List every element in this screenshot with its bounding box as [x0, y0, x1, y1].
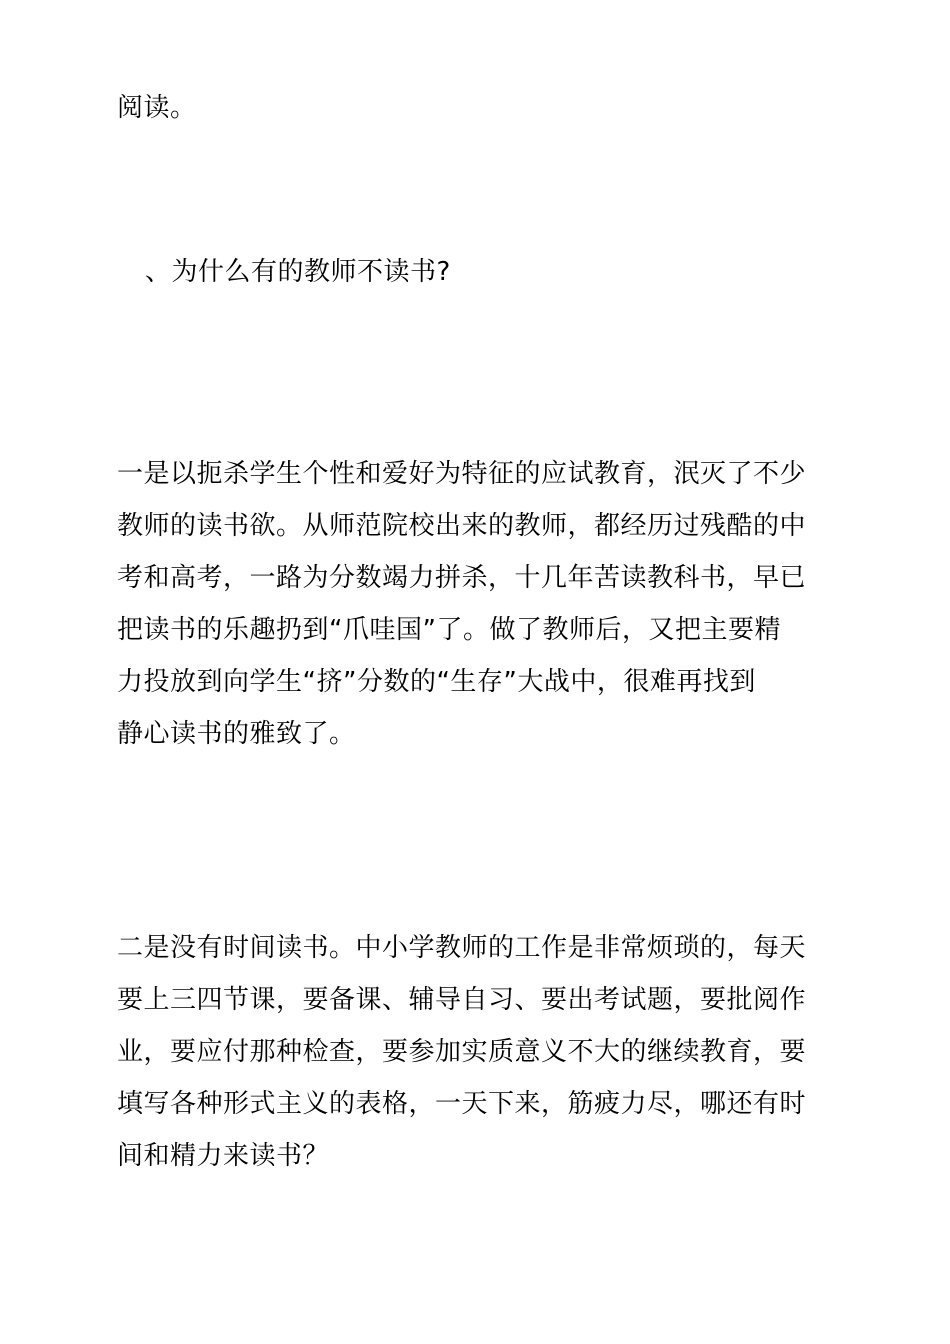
text-line: 二是没有时间读书。中小学教师的工作是非常烦琐的，每天 [117, 933, 807, 963]
paragraph-second-reason [117, 922, 829, 1182]
text-line: 要上三四节课，要备课、辅导自习、要出考试题，要批阅作 [117, 985, 807, 1015]
text-line: 一是以扼杀学生个性和爱好为特征的应试教育，泯灭了不少 [117, 459, 807, 489]
text-line: 考和高考，一路为分数竭力拼杀，十几年苦读教科书，早已 [117, 563, 807, 593]
text-line: 间和精力来读书？ [117, 1141, 330, 1171]
text-line: 业，要应付那种检查，要参加实质意义不大的继续教育，要 [117, 1037, 807, 1067]
section-heading [145, 246, 857, 298]
text-line: 阅读。 [117, 93, 197, 123]
text-line: 把读书的乐趣扔到“爪哇国”了。做了教师后，又把主要精 [117, 615, 781, 645]
heading-text: 、为什么有的教师不读书? [145, 257, 451, 287]
text-line: 填写各种形式主义的表格，一天下来，筋疲力尽，哪还有时 [117, 1089, 807, 1119]
paragraph-first-reason [117, 448, 829, 760]
text-line: 力投放到向学生“挤”分数的“生存”大战中，很难再找到 [117, 667, 756, 697]
text-line: 教师的读书欲。从师范院校出来的教师，都经历过残酷的中 [117, 511, 807, 541]
text-line: 静心读书的雅致了。 [117, 719, 356, 749]
paragraph-fragment [117, 82, 829, 134]
